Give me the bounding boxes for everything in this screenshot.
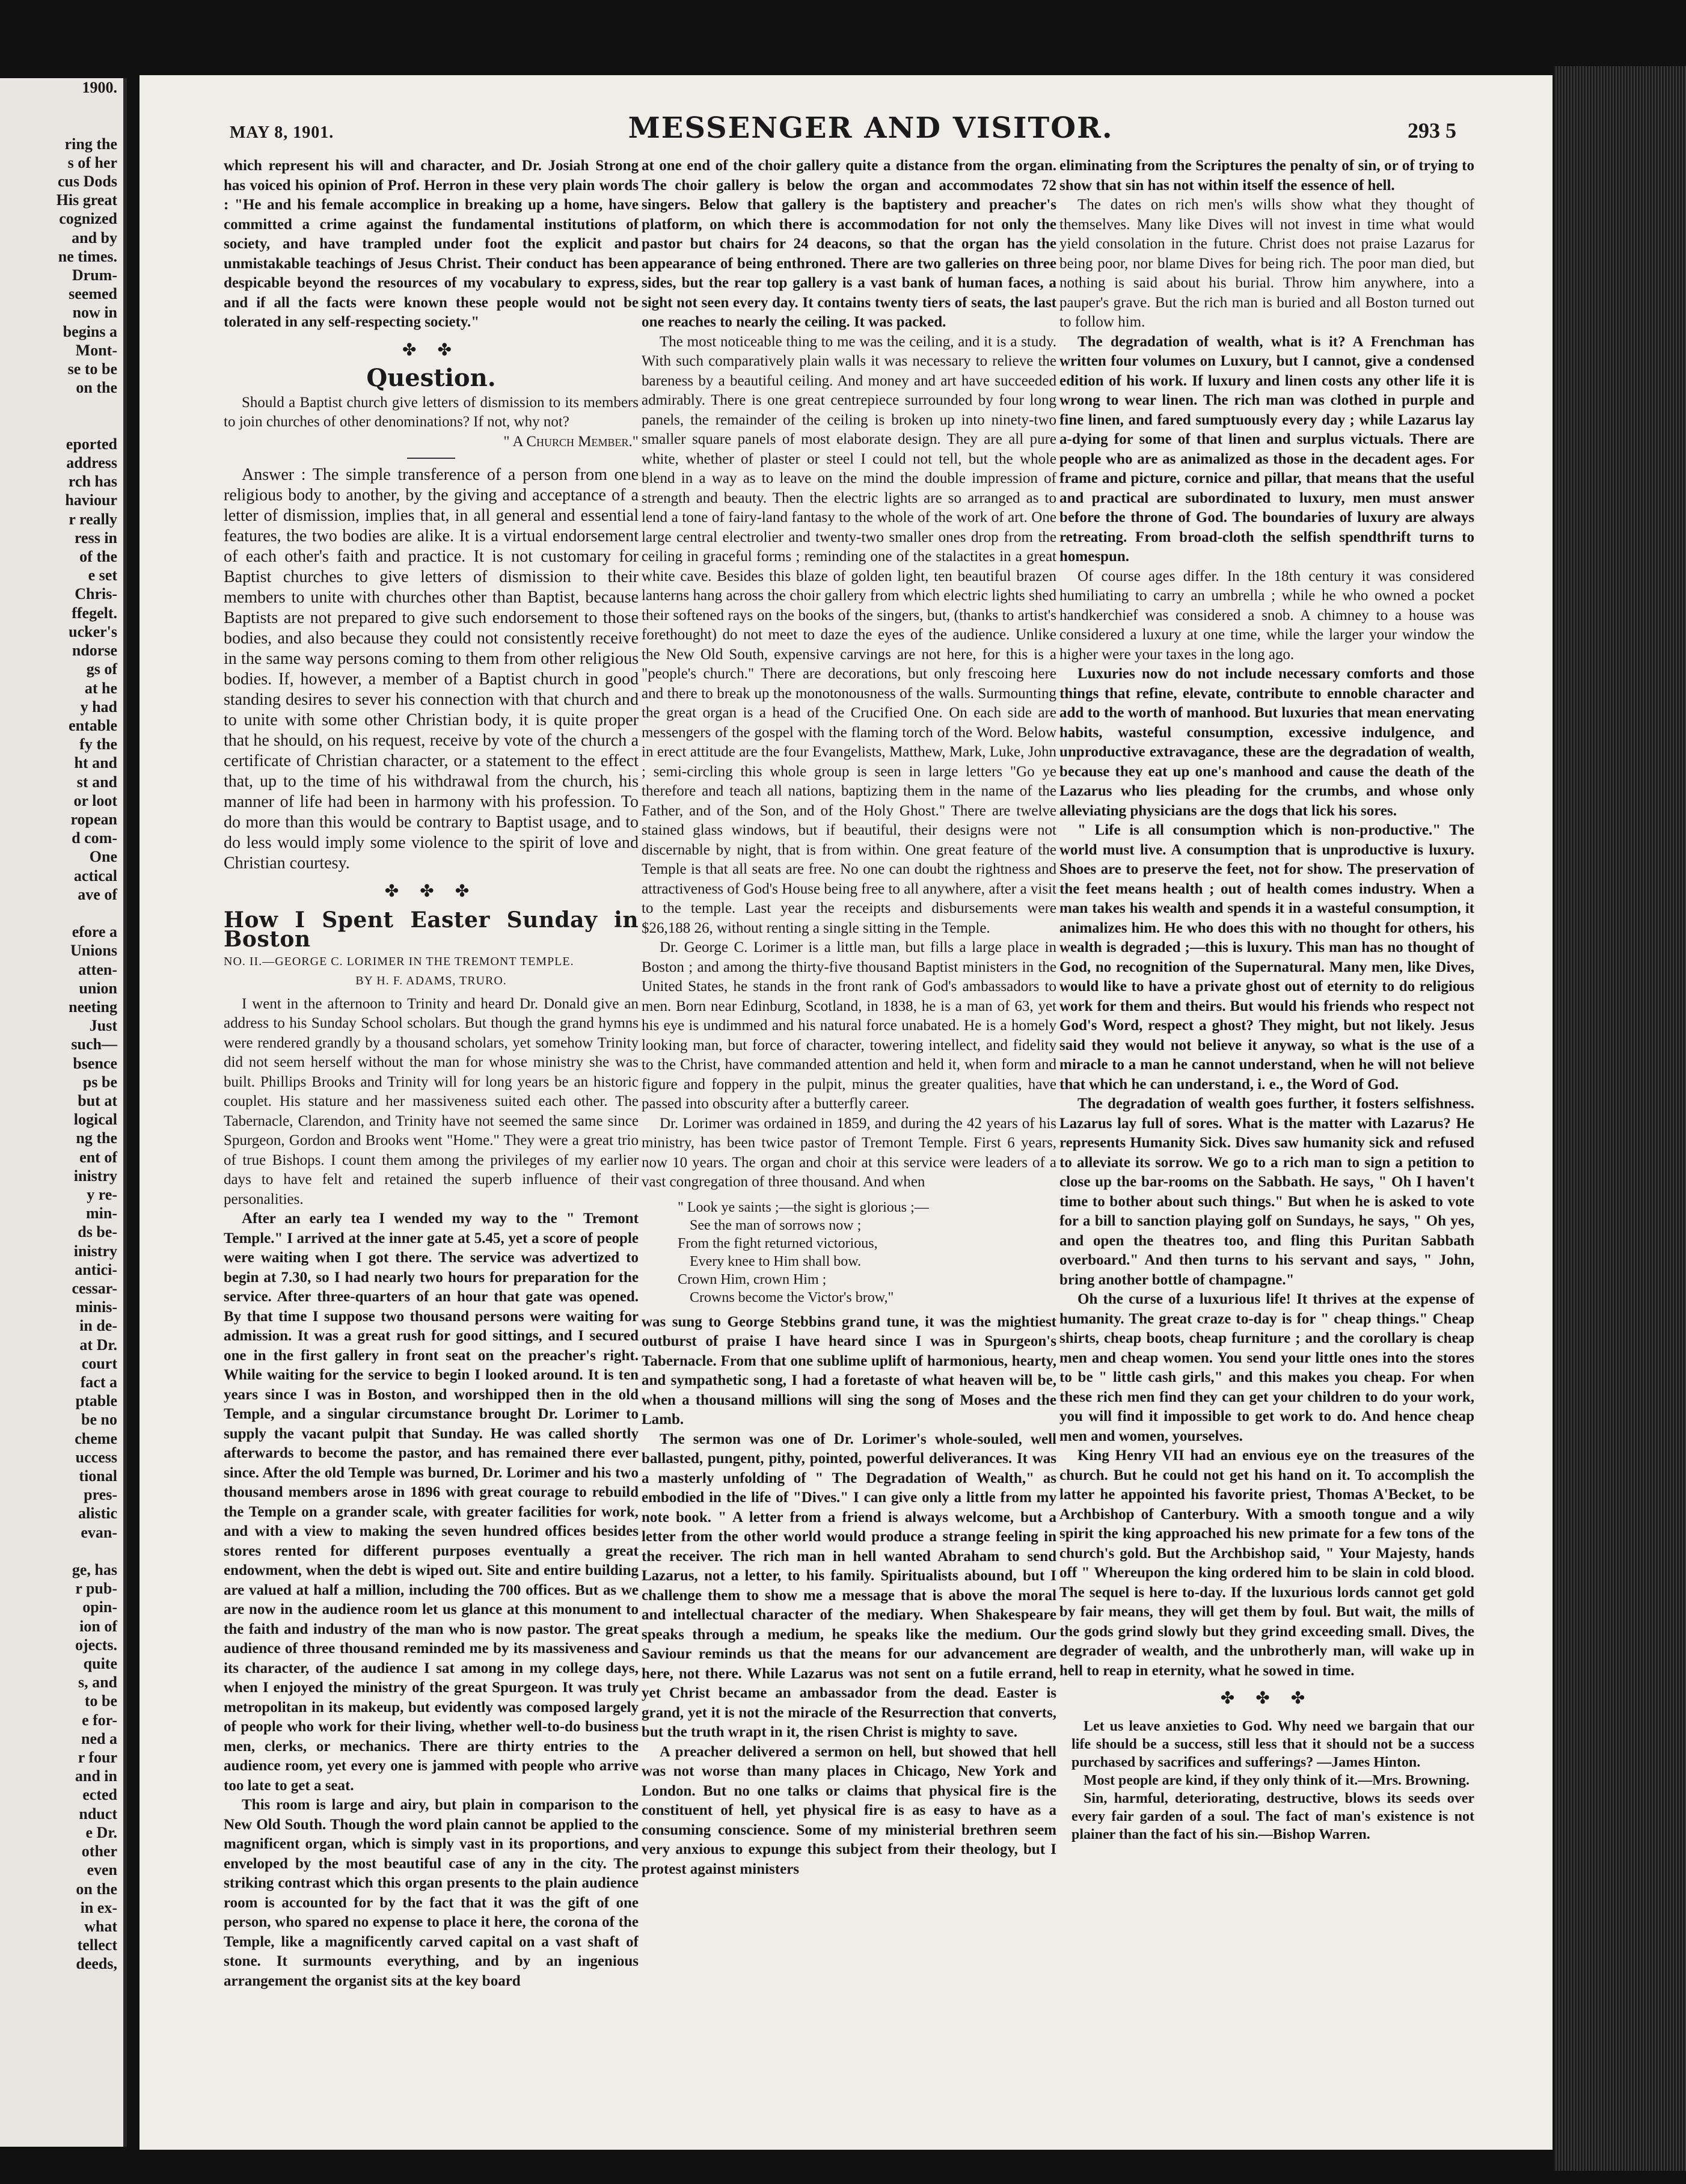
prev-page-fragment: alistic <box>78 1505 117 1523</box>
article-paragraph: The degradation of wealth goes further, it fosters selfishness. Lazarus lay full of sores. What is the matter with Lazarus? He represents Humanity Sick. Dives saw humanity sick and refused to alleviate its sorrow. We go to a rich man to sign a petition to close up the bar-rooms on the Sabbath. He says, " Oh I haven't time to bother about such things." But when he is asked to vote for a bill to sanction playing golf on Sundays, he says, " Oh yes, and open the theatres too, and fling this Puritan Sabbath overboard." And then turns to his servant and says, " John, bring another bottle of champagne." <box>1059 1096 1474 1288</box>
quote: Let us leave anxieties to God. Why need we bargain that our life should be a success, still less that it should not be a success purchased by sacrifices and sufferings? —James Hinton. <box>1071 1718 1474 1770</box>
article-paragraph: Luxuries now do not include necessary comforts and those things that refine, elevate, contribute to ennoble character and add to the worth of manhood. But luxuries that mean enervating habits, wasteful consumption, excessive indulgence, and unproductive extravagance, these are the degradation of wealth, because they eat up one's manhood and cause the death of the Lazarus who lies pleading for the crumbs, and whose only alleviating physicians are the dogs that lick his sores. <box>1059 666 1474 819</box>
prev-page-fragment: on the <box>76 379 117 397</box>
prev-page-fragment: e set <box>88 566 117 584</box>
prev-page-fragment: address <box>66 454 117 472</box>
article-title: How I Spent Easter Sunday in Boston <box>224 907 639 952</box>
prev-page-fragment: 1900. <box>82 79 117 96</box>
prev-page-fragment: ropean <box>70 810 117 828</box>
prev-page-fragment: of the <box>79 548 117 566</box>
article-paragraph: After an early tea I wended my way to the " Tremont Temple." I arrived at the inner gate at 5.45, yet a score of people were waiting when I got there. The service was advertized to begin at 7.30, so I had nearly two hours for preparation for the service. After three-quarters of an hour that gate was opened. By that time I suppose two thousand persons were waiting for admission. It was a great rush for good sittings, and I secured one in the first gallery in front seat on the preacher's right. While waiting for the service to begin I looked around. It is ten years since I was in Boston, and worshipped then in the old Temple, and a singular circumstance brought Dr. Lorimer to supply the vacant pulpit that Sunday. He was called shortly afterwards to become the pastor, and has remained there ever since. After the old Temple was burned, Dr. Lorimer and his two thousand members arose in 1896 with great courage to rebuild the Temple on a grander scale, with greater facilities for work, and with a view to making the seven hundred offices besides stores rented for different purposes eventually a great endowment, when the debt is wiped out. Site and entire building are valued at half a million, including the 700 offices. But as we are now in the audience room let us glance at this monument to the faith and industry of the man who is now pastor. The great audience of three thousand reminded me by its massiveness and its character, of the audience I sat among in my college days, when I enjoyed the ministry of the great Spurgeon. It was truly metropolitan in its makeup, but evidently was composed largely of people who work for their living, whether well-to-do business men, clerks, or mechanics. There are thirty entries to the audience room, yet every one is jammed with people who arrive too late to get a seat. <box>224 1210 639 1794</box>
prev-page-fragment: ng the <box>76 1129 117 1147</box>
prev-page-fragment: ge, has <box>72 1561 117 1579</box>
prev-page-fragment: on the <box>76 1880 117 1898</box>
poem-line: From the fight returned victorious, <box>678 1235 878 1251</box>
article-paragraph: was sung to George Stebbins grand tune, it was the mightiest outburst of praise I have heard since I was in Spurgeon's Tabernacle. From that one sublime uplift of harmonious, hearty, and sympathetic song, I had a foretaste of what heaven will be, when a thousand millions will sing the song of Moses and the Lamb. <box>642 1313 1056 1428</box>
poem-line: Crown Him, crown Him ; <box>678 1271 827 1287</box>
prev-page-fragment: ected <box>82 1786 117 1804</box>
prev-page-fragment: entable <box>69 716 117 734</box>
prev-page-fragment: antici- <box>75 1260 117 1278</box>
prev-page-fragment: seemed <box>69 285 117 303</box>
article-paragraph: Of course ages differ. In the 18th century it was considered humiliating to carry an umbrella ; while he who owned a pocket handkerchief was considered a snob. A chimney to a house was considered a luxury at one time, while the larger your window the higher were your taxes in the long ago. <box>1059 568 1474 663</box>
prev-page-fragment: ps be <box>82 1073 117 1091</box>
prev-page-fragment: opin- <box>82 1598 117 1616</box>
prev-page-fragment <box>0 1542 123 1560</box>
prev-page-fragment: ned a <box>81 1729 117 1747</box>
prev-page-fragment: r really <box>69 510 117 528</box>
prev-page-fragment: in de- <box>79 1317 117 1335</box>
prev-page-fragment <box>0 416 123 435</box>
prev-page-fragment: haviour <box>65 491 117 509</box>
article-paragraph: A preacher delivered a sermon on hell, but showed that hell was not worse than many places in Chicago, New York and London. But no one talks or claims that physical fire is the constituent of hell, yet physical fire is as easy to have as a consuming conscience. Some of my ministerial brethren seem very anxious to expunge this subject from their theology, but I protest against ministers <box>642 1743 1056 1877</box>
prev-page-fragment: what <box>84 1917 117 1935</box>
prev-page-fragment: y re- <box>87 1185 117 1203</box>
prev-page-fragment: efore a <box>72 923 117 941</box>
ornament: ✤ ✤ ✤ <box>1220 1689 1314 1708</box>
ornament: ✤ ✤ ✤ <box>384 882 478 901</box>
prev-page-fragment: cheme <box>75 1429 117 1447</box>
prev-page-fragment: and by <box>72 229 117 247</box>
prev-page-fragment: His great <box>56 191 117 209</box>
column-2 <box>642 156 1056 2126</box>
prev-page-fragment: ne times. <box>58 247 117 265</box>
prev-page-fragment: y had <box>80 698 117 716</box>
prev-page-fragment: evan- <box>81 1523 117 1541</box>
prev-page-fragment: Mont- <box>75 341 117 359</box>
prev-page-fragment: ffegelt. <box>72 604 117 622</box>
prev-page-fragment: Chris- <box>75 585 117 603</box>
prev-page-fragment: or loot <box>73 791 117 809</box>
poem-line: See the man of sorrows now ; <box>690 1217 862 1233</box>
question-signature: " A Church Member." <box>503 433 639 450</box>
page-number: 293 5 <box>1407 118 1456 143</box>
prev-page-fragment: rch has <box>68 473 117 491</box>
prev-page-fragment: Drum- <box>72 266 117 284</box>
masthead: MESSENGER AND VISITOR. <box>628 111 1114 145</box>
article-byline: BY H. F. ADAMS, TRURO. <box>355 974 507 987</box>
prev-page-fragment: ress in <box>74 529 117 547</box>
prev-page-fragment: Unions <box>70 942 117 960</box>
prev-page-fragment: ion of <box>79 1617 117 1635</box>
prev-page-fragment: deeds, <box>76 1955 117 1973</box>
prev-page-fragment: pres- <box>84 1486 117 1504</box>
prev-page-fragment: ds be- <box>78 1223 117 1241</box>
prev-page-fragment: d com- <box>72 829 117 847</box>
article-paragraph: King Henry VII had an envious eye on the treasures of the church. But he could not get his hand on it. To accomplish the latter he appointed his favorite priest, Thomas A'Becket, to be Archbishop of Canterbury. With a smooth tongue and a wily spirit the king approached his new primate for a few tons of the church's gold. But the Archbishop said, " Your Majesty, hands off " Whereupon the king ordered him to be slain in cold blood. The sequel is here to-day. If the luxurious lords cannot get gold by fair means, they will get them by foul. But wait, the mills of the gods grind slowly but they grind exceeding small. Dives, the degrader of wealth, and the unbrotherly man, will wake up in hell to reap in eternity, what he sowed in time. <box>1059 1447 1474 1679</box>
prev-page-fragment: tional <box>79 1467 117 1485</box>
prev-page-fragment: atten- <box>78 960 117 978</box>
poem-line: Crowns become the Victor's brow," <box>690 1289 894 1305</box>
prev-page-fragment: e for- <box>82 1711 117 1729</box>
column-3 <box>1059 156 1474 2126</box>
page-edges <box>1554 66 1686 2171</box>
article-subhead: NO. II.—GEORGE C. LORIMER IN THE TREMONT TEMPLE. <box>224 954 574 968</box>
article-paragraph: eliminating from the Scriptures the penalty of sin, or of trying to show that sin has not within itself the essence of hell. <box>1059 158 1474 194</box>
prev-page-fragment: now in <box>72 304 117 322</box>
prev-page-fragment: gs of <box>86 660 117 678</box>
prev-page-fragment: cognized <box>59 210 117 228</box>
newspaper-page <box>139 75 1553 2150</box>
prev-page-fragment: ucker's <box>69 622 117 640</box>
prev-page-fragment: r pub- <box>75 1580 117 1598</box>
prev-page-fragment: to be <box>84 1692 117 1710</box>
prev-page-fragment: court <box>81 1354 117 1372</box>
question-title: Question. <box>366 364 496 392</box>
prev-page-fragment: be no <box>81 1411 117 1429</box>
hymn-quote <box>678 1198 1056 1307</box>
article-paragraph: " Life is all consumption which is non-productive." The world must live. A consumption that is unproductive is luxury. Shoes are to preserve the feet, not for show. The preservation of the feet means health ; out of health comes industry. When a man takes his wealth and spends it in a wasteful consumption, it animalizes him. He who does this with no thought for others, his wealth is degraded ;—this is luxury. This man has no thought of God, no recognition of the Supernatural. Many men, like Dives, would like to have a private ghost out of eternity to do religious work for them and theirs. But would his friends who respect not God's Word, respect a ghost? They might, but not likely. Jesus said they would not believe it anyway, so what is the use of a miracle to a man he cannot understand, when he will not believe that which he can understand, i. e., the Word of God. <box>1059 822 1474 1093</box>
article-paragraph: at one end of the choir gallery quite a distance from the organ. The choir gallery is below the organ and accommodates 72 singers. Below that gallery is the baptistery and preacher's platform, on which there is accommodation for not only the pastor but chairs for 24 deacons, so that the organ has the appearance of being enthroned. There are two galleries on three sides, but the rear top gallery is a vast bank of human faces, a sight not seen every day. It contains twenty tiers of seats, the last one reaches to nearly the ceiling. It was packed. <box>642 158 1056 330</box>
quote: Sin, harmful, deteriorating, destructive, blows its seeds over every fair garden of a soul. The fact of man's existence is not plainer than the fact of his sin.—Bishop Warren. <box>1071 1790 1474 1842</box>
prev-page-fragment: other <box>81 1842 117 1860</box>
prev-page-fragment: such— <box>71 1035 117 1054</box>
quotes-block <box>1071 1717 1474 1844</box>
prev-page-fragment: begins a <box>63 322 117 340</box>
prev-page-fragment: se to be <box>67 360 117 378</box>
prev-page-fragment: but at <box>78 1091 117 1109</box>
column-1 <box>224 156 639 2126</box>
prev-page-fragment: in ex- <box>80 1898 117 1916</box>
poem-line: Every knee to Him shall bow. <box>690 1253 862 1269</box>
prev-page-fragment <box>0 397 123 416</box>
article-paragraph: The sermon was one of Dr. Lorimer's whole-souled, well ballasted, pungent, pithy, pointed, powerful deliverances. It was a masterly unfolding of " The Degradation of Wealth," as embodied in the life of "Dives." I can give only a little from my note book. " A letter from a friend is always welcome, but a letter from the other world would produce a strange feeling in the receiver. The rich man in hell wanted Abraham to send Lazarus, not a letter, to his family. Spiritualists abound, but I challenge them to show me a message that is above the moral and intellectual character of the mediary. When Shakespeare speaks through a medium, he speaks like the medium. Our Saviour reminds us that the means for our advancement are here, not there. While Lazarus was not sent on a futile errand, yet Christ became an ambassador from the dead. Easter is grand, yet it is not the miracle of the Resurrection that converts, but the truth wrapt in it, the risen Christ is mighty to save. <box>642 1431 1056 1740</box>
prev-page-fragment: ptable <box>75 1392 117 1410</box>
prev-page-fragment <box>0 97 123 115</box>
prev-page-fragment: st and <box>76 773 117 791</box>
article-paragraph: This room is large and airy, but plain in comparison to the New Old South. Though the word plain cannot be applied to the magnificent organ, which is simply vast in its proportions, and enveloped by the most beautiful case of any in the city. The striking contrast which this organ presents to the plain audience room is accounted for by the fact that it was the gift of one person, who spared no expense to place it here, the corona of the Temple, like a magnificently carved capital on a vast shaft of stone. It surmounts everything, and by an ingenious arrangement the organist sits at the key board <box>224 1797 639 1989</box>
prev-page-fragment: even <box>87 1861 117 1879</box>
page-header <box>230 111 1456 153</box>
prev-page-fragment: logical <box>73 1111 117 1129</box>
prev-page-fragment: ht and <box>74 754 117 772</box>
poem-line: " Look ye saints ;—the sight is glorious ;— <box>678 1199 929 1215</box>
prev-page-fragment: minis- <box>75 1298 117 1316</box>
prev-page-fragment: fy the <box>79 735 117 753</box>
prev-page-fragment: ring the <box>64 135 117 153</box>
prev-page-fragment: at Dr. <box>79 1336 117 1354</box>
article-paragraph: The degradation of wealth, what is it? A Frenchman has written four volumes on Luxury, but I cannot, give a condensed edition of his work. If luxury and linen costs any other life it is wrong to wear linen. The rich man was clothed in purple and fine linen, and fared sumptuously every day ; while Lazarus lay a-dying for some of that linen and surplus victuals. There are people who are as animalized as those in the decadent ages. For frame and picture, cornice and pillar, that means that the useful and practical are subordinated to luxury, men must answer before the throne of God. The boundaries of luxury are always retreating. From broad-cloth the selfish spendthrift turns to homespun. <box>1059 333 1474 565</box>
prev-page-fragment: s of her <box>67 153 117 171</box>
prev-page-fragment: e Dr. <box>85 1823 117 1841</box>
prev-page-fragment: tellect <box>77 1936 117 1954</box>
prev-page-fragment: inistry <box>73 1242 117 1260</box>
prev-page-fragment: Just <box>89 1017 117 1035</box>
prev-page-fragment: cessar- <box>72 1280 117 1297</box>
article-paragraph: Oh the curse of a luxurious life! It thrives at the expense of humanity. The great craze to-day is for " cheap things." Cheap shirts, cheap boots, cheap furniture ; and the corollary is cheap men and cheap women. You send your little ones into the stores to be " little cash girls," and this makes you cheap. For when these rich men find they can get your children to do your work, you will find it impossible to get work to do. And hence cheap men and women, yourselves. <box>1059 1291 1474 1444</box>
answer-text: Answer : The simple transference of a person from one religious body to another, by the giving and acceptance of a letter of dismission, implies that, in all general and essential features, the two bodies are alike. It is a virtual endorsement of each other's faith and practice. It is not customary for Baptist churches to give letters of dismission to their members to unite with churches other than Baptist, because Baptists are not prepared to give such endorsement to those bodies, and also because they could not consistently receive in the same way persons coming to them from other religious bodies. If, however, a member of a Baptist church in good standing desires to sever his connection with that church and to unite with some other Christian body, it is quite proper that he should, on his request, receive by vote of the church a certificate of Christian character, or a statement to the effect that, up to the time of his withdrawal from the church, his manner of life had been in harmony with his profession. To do more than this would be contrary to Baptist usage, and to do less would imply some violence to the spirit of love and Christian courtesy. <box>224 465 639 873</box>
article-paragraph: The most noticeable thing to me was the ceiling, and it is a study. With such comparatively plain walls it was necessary to relieve the bareness by a beautiful ceiling. And money and art have succeeded admirably. There is one great centrepiece surrounded by four long panels, the remainder of the ceiling is broken up into ninety-two smaller square panels of most elaborate design. They are all pure white, whether of plaster or steel I could not tell, but the whole blend in a way as to leave on the mind the double impression of strength and beauty. Then the electric lights are so arranged as to lend a tone of fairy-land fantasy to the whole of the work of art. One large central electrolier and twenty-two smaller ones drop from the ceiling in graceful forms ; reminding one of the stalactites in a great white cave. Besides this blaze of golden light, ten beautiful brazen lanterns hang across the choir gallery from which electric lights shed their softened rays on the books of the singers, but, (thanks to artist's forethought) do not meet to daze the eyes of the audience. Unlike the New Old South, expensive carvings are not here, for this is a "people's church." There are decorations, but only frescoing here and there to break up the monotonousness of the walls. Surmounting the great organ is a head of the Crucified One. On each side are messengers of the gospel with the flaming torch of the Word. Below in erect attitude are the four Evangelists, Matthew, Mark, Luke, John ; semi-circling this whole group is seen in large letters "Go ye therefore and teach all nations, baptizing them in the name of the Father, and of the Son, and of the Holy Ghost." There are twelve stained glass windows, but if beautiful, their designs were not discernable by night, that is from within. One great feature of the Temple is that all seats are free. No one can doubt the rightness and attractiveness of God's House being free to all anywhere, after a visit to the temple. Last year the receipts and disbursements were $26,188 26, without renting a single sitting in the Temple. <box>642 333 1056 936</box>
prev-page-fragment <box>0 115 123 134</box>
prev-page-fragment: ojects. <box>75 1636 117 1654</box>
quote: Most people are kind, if they only think of it.—Mrs. Browning. <box>1084 1772 1470 1788</box>
prev-page-fragment: ndorse <box>72 642 117 660</box>
prev-page-fragment: neeting <box>69 998 117 1016</box>
divider <box>407 458 455 459</box>
issue-date: MAY 8, 1901. <box>230 123 334 142</box>
prev-page-fragment: actical <box>73 867 117 885</box>
prev-page-fragment: bsence <box>73 1054 117 1072</box>
intro-paragraph: which represent his will and character, and Dr. Josiah Strong has voiced his opinion of Prof. Herron in these very plain words : "He and his female accomplice in breaking up a home, have committed a crime against the fundamental institutions of society, and have trampled under foot the explicit and unmistakable teachings of Jesus Christ. Their conduct has been despicable beyond the resources of my vocabulary to express, and if all the facts were known these people would not be tolerated in any self-respecting society." <box>224 158 639 330</box>
prev-page-fragment: s, and <box>78 1673 117 1692</box>
previous-page-strip <box>0 78 127 2147</box>
prev-page-fragment: fact a <box>80 1373 117 1391</box>
prev-page-fragment: quite <box>83 1655 117 1673</box>
article-paragraph: The dates on rich men's wills show what they thought of themselves. Many like Dives will not invest in time what would yield consolation in the future. Christ does not praise Lazarus for being poor, nor blame Dives for being rich. The poor man died, but nothing is said about his burial. Throw him anywhere, into a pauper's grave. But the rich man is buried and all Boston turned out to follow him. <box>1059 197 1474 330</box>
prev-page-fragment: nduct <box>79 1805 117 1823</box>
question-text: Should a Baptist church give letters of dismission to its members to join churches of other denominations? If not, why not? <box>224 394 639 430</box>
prev-page-fragment: uccess <box>75 1448 117 1466</box>
prev-page-fragment: inistry <box>73 1167 117 1185</box>
prev-page-fragment: min- <box>86 1204 117 1222</box>
prev-page-fragment: and in <box>75 1767 117 1785</box>
prev-page-fragment: at he <box>84 679 117 697</box>
prev-page-fragment: ave of <box>78 885 117 903</box>
prev-page-fragment: union <box>79 979 117 997</box>
prev-page-fragment: r four <box>78 1749 117 1767</box>
prev-page-fragment: cus Dods <box>58 173 117 191</box>
article-paragraph: I went in the afternoon to Trinity and heard Dr. Donald give an address to his Sunday School scholars. But though the grand hymns were rendered grandly by a thousand scholars, yet somehow Trinity did not seem herself without the man for whose ministry she was built. Phillips Brooks and Trinity will for long years be an historic couplet. His stature and her massiveness suited each other. The Tabernacle, Clarendon, and Trinity have not seemed the same since Spurgeon, Gordon and Brooks went "Home." They were a great trio of true Bishops. I count them among the privileges of my earlier days to have felt and retained the superb influence of their personalities. <box>224 995 639 1207</box>
ornament: ✤ ✤ <box>402 340 460 360</box>
prev-page-fragment: ent of <box>79 1148 117 1166</box>
prev-page-fragment <box>0 904 123 922</box>
prev-page-fragment: One <box>89 848 117 866</box>
article-paragraph: Dr. George C. Lorimer is a little man, but fills a large place in Boston ; and among the thirty-five thousand Baptist ministers in the United States, he stands in the front rank of God's ambassadors to men. Born near Edinburg, Scotland, in 1838, he is a man of 63, yet his eye is undimmed and his natural force unabated. He is a homely looking man, but force of character, towering intellect, and fidelity to the Christ, have commanded attention and held it, when form and figure and foppery in the pulpit, minus the greater qualities, have passed into obscurity after a butterfly career. <box>642 939 1056 1112</box>
prev-page-fragment: eported <box>66 435 117 453</box>
article-paragraph: Dr. Lorimer was ordained in 1859, and during the 42 years of his ministry, has been twice pastor of Tremont Temple. First 6 years, now 10 years. The organ and choir at this service were leaders of a vast congregation of three thousand. And when <box>642 1115 1056 1190</box>
